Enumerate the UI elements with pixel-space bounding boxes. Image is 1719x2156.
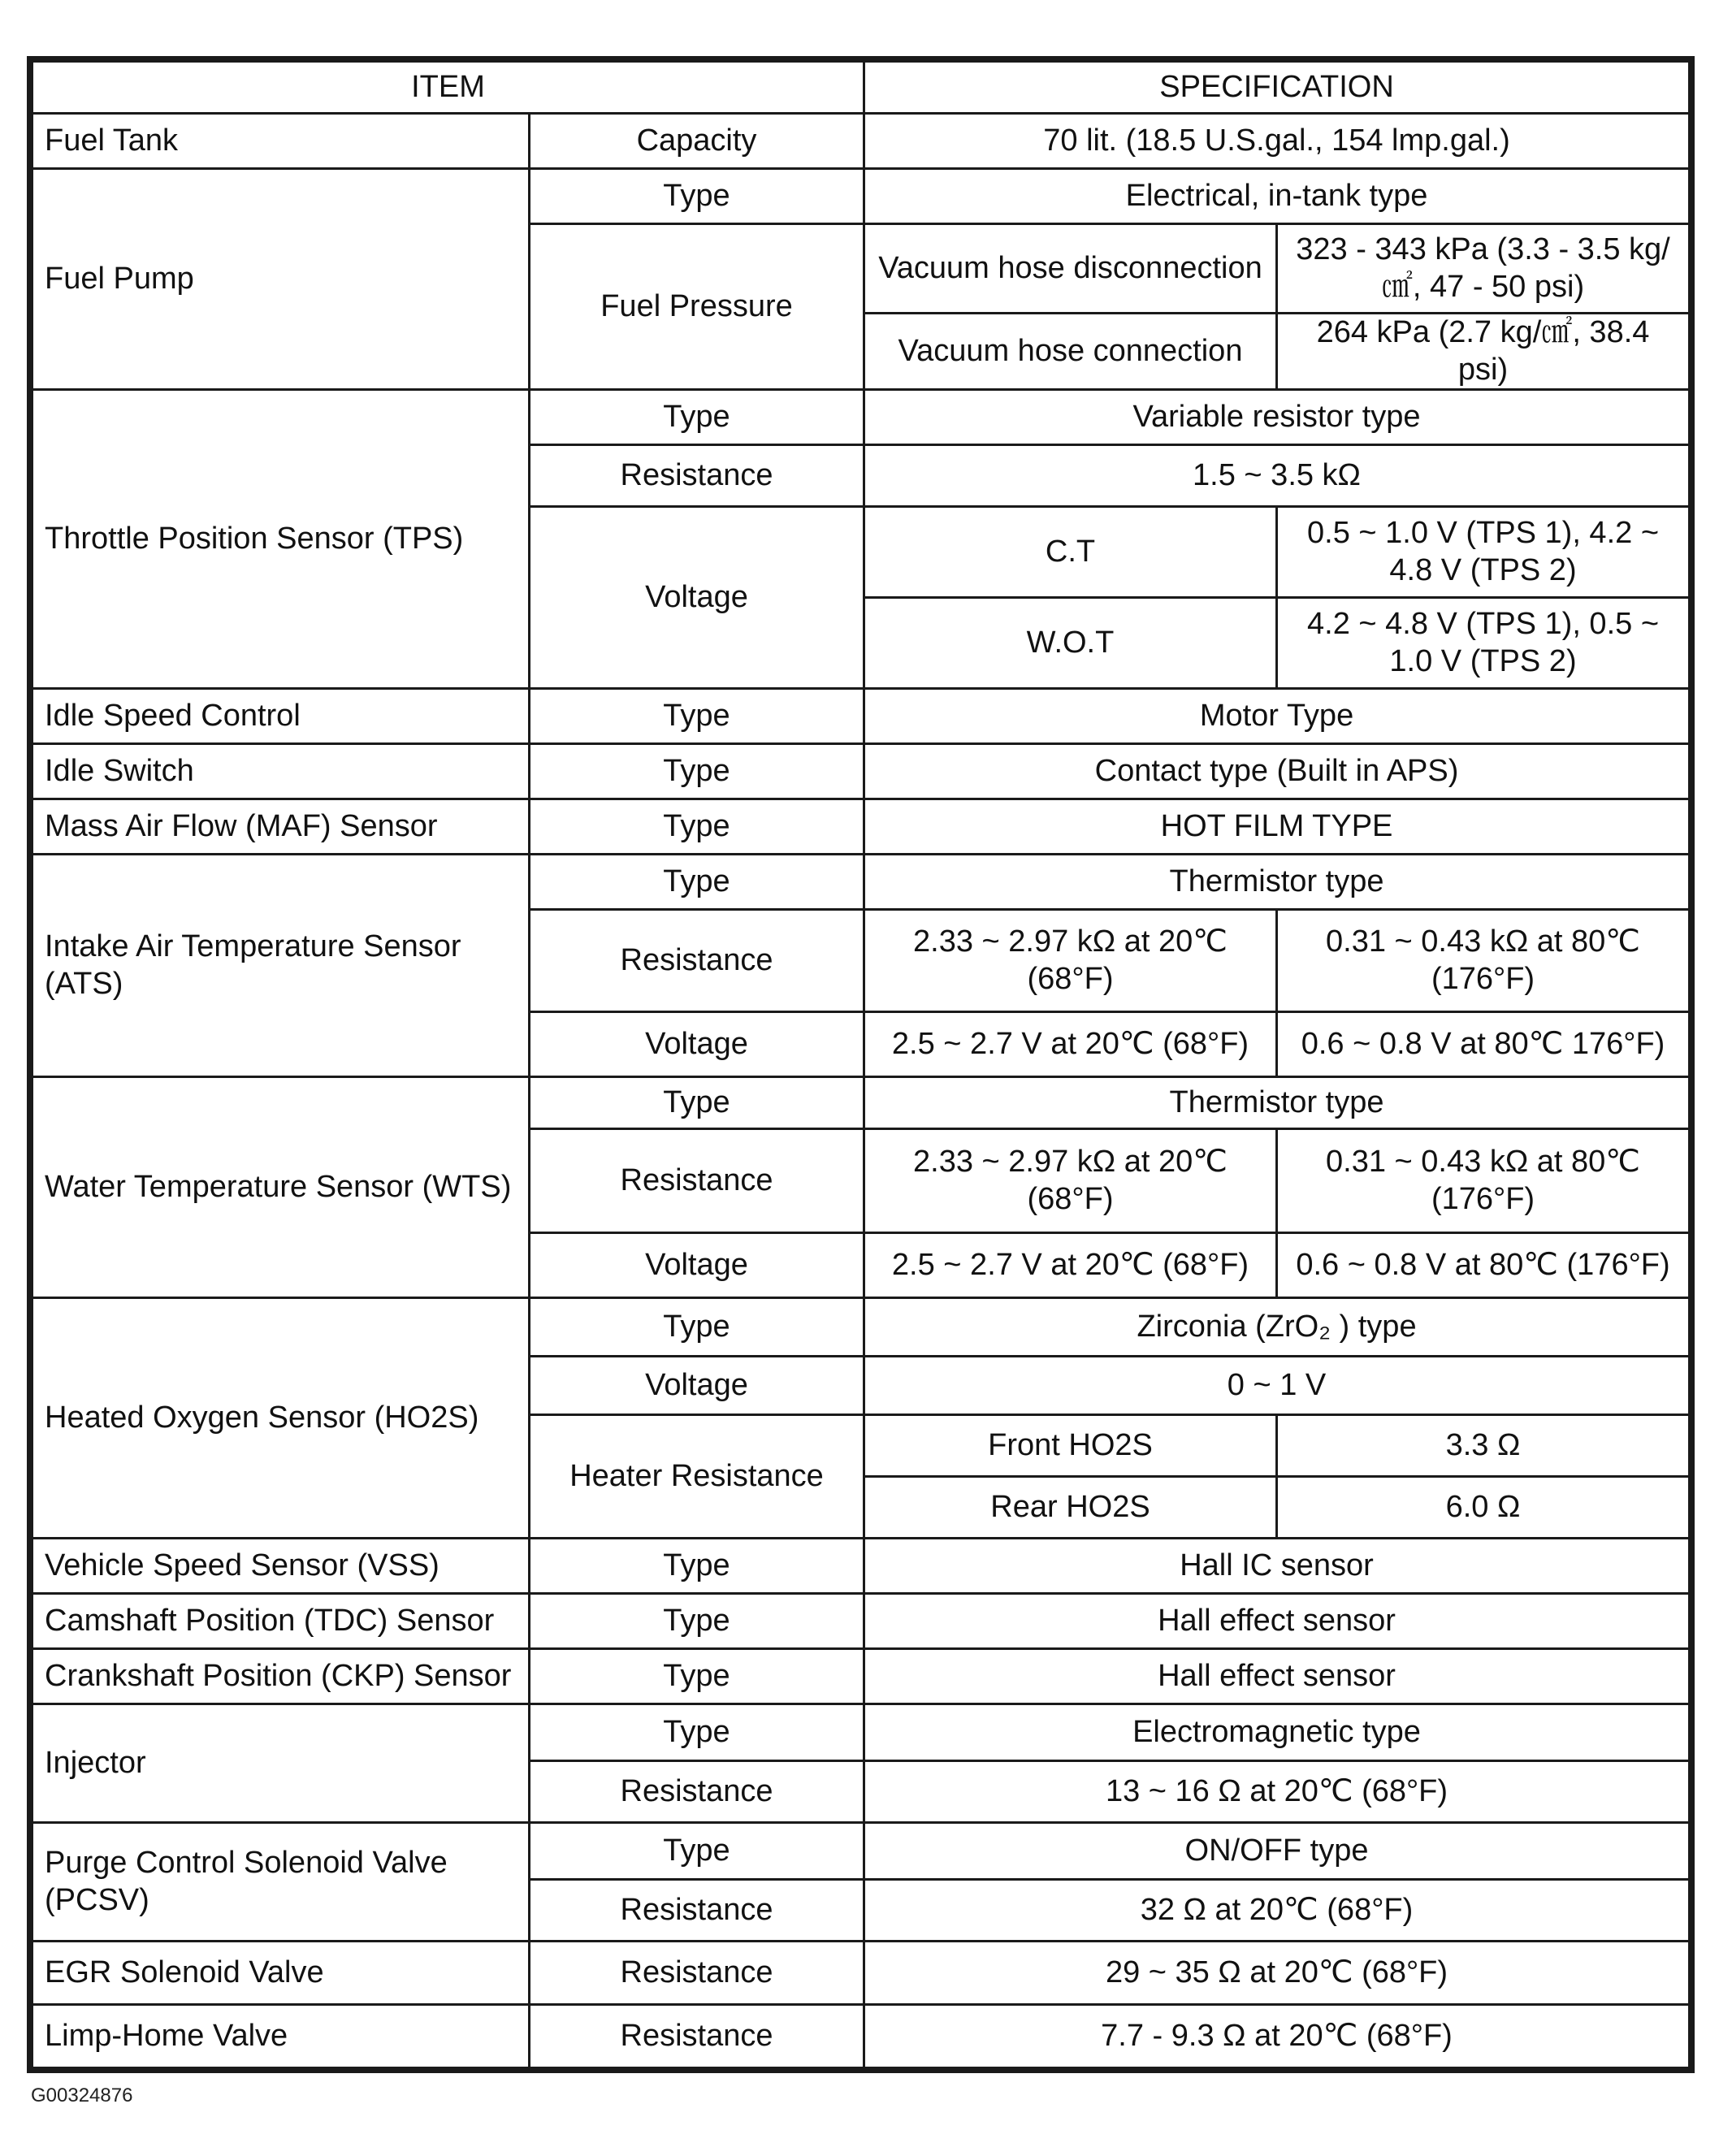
sub-label: Voltage [530, 1233, 864, 1298]
condition-label: Vacuum hose disconnection [864, 224, 1277, 314]
condition-label: C.T [864, 507, 1277, 598]
table-row [32, 744, 1690, 799]
item-ckp-sensor: Crankshaft Position (CKP) Sensor [32, 1649, 530, 1704]
table-row [32, 1942, 1690, 2005]
spec-value: Contact type (Built in APS) [864, 744, 1690, 799]
spec-value: 2.5 ~ 2.7 V at 20℃ (68°F) [864, 1233, 1277, 1298]
sub-label: Voltage [530, 1012, 864, 1077]
item-pcsv: Purge Control Solenoid Valve (PCSV) [32, 1823, 530, 1942]
spec-value: Variable resistor type [864, 390, 1690, 445]
table-row [32, 390, 1690, 445]
spec-value: Motor Type [864, 689, 1690, 744]
spec-value: 2.33 ~ 2.97 kΩ at 20℃ (68°F) [864, 1129, 1277, 1233]
spec-value: 2.5 ~ 2.7 V at 20℃ (68°F) [864, 1012, 1277, 1077]
sub-label: Voltage [530, 1357, 864, 1415]
sub-label: Type [530, 855, 864, 910]
spec-value: 6.0 Ω [1277, 1477, 1690, 1539]
item-tdc-sensor: Camshaft Position (TDC) Sensor [32, 1594, 530, 1649]
spec-value: Hall IC sensor [864, 1539, 1690, 1594]
sub-label: Type [530, 1594, 864, 1649]
condition-label: Front HO2S [864, 1415, 1277, 1477]
sub-label: Type [530, 1077, 864, 1129]
spec-value: Thermistor type [864, 855, 1690, 910]
item-ats: Intake Air Temperature Sensor (ATS) [32, 855, 530, 1077]
spec-value: 0 ~ 1 V [864, 1357, 1690, 1415]
spec-value: ON/OFF type [864, 1823, 1690, 1880]
spec-value: 0.31 ~ 0.43 kΩ at 80℃ (176°F) [1277, 910, 1690, 1012]
spec-value: 4.2 ~ 4.8 V (TPS 1), 0.5 ~ 1.0 V (TPS 2) [1277, 598, 1690, 689]
table-row [32, 114, 1690, 169]
item-vss: Vehicle Speed Sensor (VSS) [32, 1539, 530, 1594]
sub-label: Resistance [530, 445, 864, 507]
table-row [32, 1539, 1690, 1594]
figure-id: G00324876 [31, 2085, 133, 2106]
item-ho2s: Heated Oxygen Sensor (HO2S) [32, 1298, 530, 1539]
spec-value: 2.33 ~ 2.97 kΩ at 20℃ (68°F) [864, 910, 1277, 1012]
condition-label: Vacuum hose connection [864, 314, 1277, 390]
item-egr-solenoid-valve: EGR Solenoid Valve [32, 1942, 530, 2005]
table-row [32, 1594, 1690, 1649]
spec-value: Zirconia (ZrO₂ ) type [864, 1298, 1690, 1357]
table-row [32, 2005, 1690, 2068]
spec-value: 0.6 ~ 0.8 V at 80℃ (176°F) [1277, 1233, 1690, 1298]
sub-label: Heater Resistance [530, 1415, 864, 1539]
sub-label: Capacity [530, 114, 864, 169]
item-idle-speed-control: Idle Speed Control [32, 689, 530, 744]
spec-value: 70 lit. (18.5 U.S.gal., 154 lmp.gal.) [864, 114, 1690, 169]
sub-label: Resistance [530, 1761, 864, 1823]
condition-label: W.O.T [864, 598, 1277, 689]
item-idle-switch: Idle Switch [32, 744, 530, 799]
spec-value: 32 Ω at 20℃ (68°F) [864, 1880, 1690, 1942]
spec-value: Hall effect sensor [864, 1649, 1690, 1704]
item-injector: Injector [32, 1704, 530, 1823]
sub-label: Resistance [530, 1880, 864, 1942]
item-wts: Water Temperature Sensor (WTS) [32, 1077, 530, 1298]
spec-value: Thermistor type [864, 1077, 1690, 1129]
sub-label: Resistance [530, 1129, 864, 1233]
header-specification: SPECIFICATION [864, 62, 1690, 114]
item-tps: Throttle Position Sensor (TPS) [32, 390, 530, 689]
condition-label: Rear HO2S [864, 1477, 1277, 1539]
spec-value: 3.3 Ω [1277, 1415, 1690, 1477]
spec-value: Hall effect sensor [864, 1594, 1690, 1649]
spec-value: 7.7 - 9.3 Ω at 20℃ (68°F) [864, 2005, 1690, 2068]
item-maf-sensor: Mass Air Flow (MAF) Sensor [32, 799, 530, 855]
table-row [32, 1649, 1690, 1704]
sub-label: Type [530, 1823, 864, 1880]
specification-table [31, 60, 1691, 2069]
item-fuel-tank: Fuel Tank [32, 114, 530, 169]
table-row [32, 1823, 1690, 1880]
sub-label: Type [530, 390, 864, 445]
sub-label: Type [530, 1539, 864, 1594]
table-row [32, 169, 1690, 224]
item-limp-home-valve: Limp-Home Valve [32, 2005, 530, 2068]
table-row [32, 1298, 1690, 1357]
header-item: ITEM [32, 62, 864, 114]
item-fuel-pump: Fuel Pump [32, 169, 530, 390]
sub-label: Type [530, 744, 864, 799]
spec-value: 323 - 343 kPa (3.3 - 3.5 kg/㎠, 47 - 50 psi) [1277, 224, 1690, 314]
sub-label: Type [530, 1298, 864, 1357]
spec-value: 1.5 ~ 3.5 kΩ [864, 445, 1690, 507]
sub-label: Resistance [530, 1942, 864, 2005]
table-row [32, 1077, 1690, 1129]
spec-value: 13 ~ 16 Ω at 20℃ (68°F) [864, 1761, 1690, 1823]
spec-value: 0.6 ~ 0.8 V at 80℃ 176°F) [1277, 1012, 1690, 1077]
header-row [32, 62, 1690, 114]
sub-label: Type [530, 1649, 864, 1704]
table-row [32, 1704, 1690, 1761]
table-row [32, 799, 1690, 855]
sub-label: Type [530, 799, 864, 855]
sub-label: Type [530, 689, 864, 744]
spec-value: 0.5 ~ 1.0 V (TPS 1), 4.2 ~ 4.8 V (TPS 2) [1277, 507, 1690, 598]
sub-label: Resistance [530, 2005, 864, 2068]
sub-label: Type [530, 1704, 864, 1761]
table-row [32, 855, 1690, 910]
sub-label: Resistance [530, 910, 864, 1012]
sub-label: Type [530, 169, 864, 224]
sub-label: Voltage [530, 507, 864, 689]
spec-value: 29 ~ 35 Ω at 20℃ (68°F) [864, 1942, 1690, 2005]
sub-label: Fuel Pressure [530, 224, 864, 390]
spec-value: 264 kPa (2.7 kg/㎠, 38.4 psi) [1277, 314, 1690, 390]
spec-value: Electromagnetic type [864, 1704, 1690, 1761]
spec-value: 0.31 ~ 0.43 kΩ at 80℃ (176°F) [1277, 1129, 1690, 1233]
table-row [32, 689, 1690, 744]
spec-value: HOT FILM TYPE [864, 799, 1690, 855]
spec-value: Electrical, in-tank type [864, 169, 1690, 224]
